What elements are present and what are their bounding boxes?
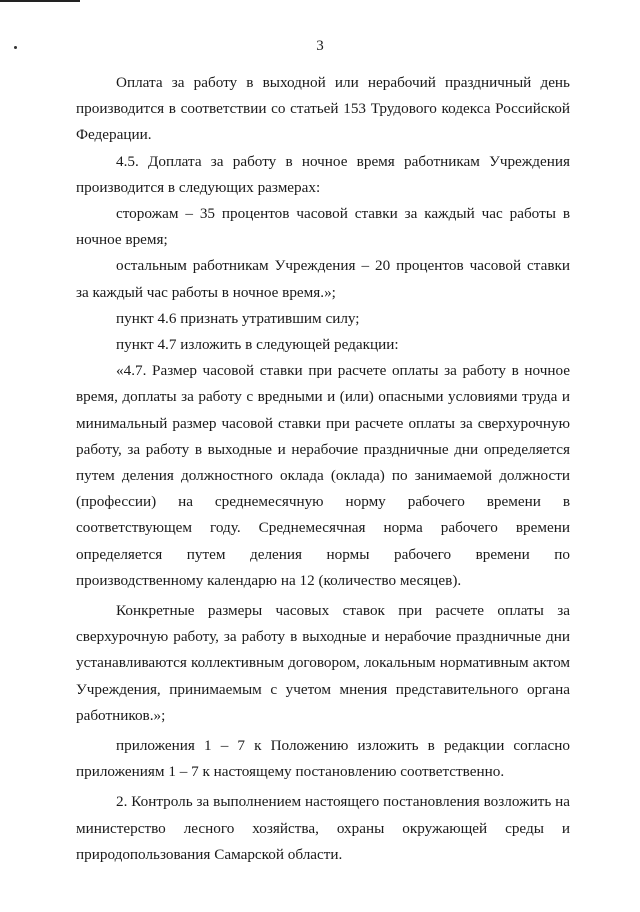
paragraph-4-5: 4.5. Доплата за работу в ночное время работникам Учреждения производится в следующих размерах:	[76, 152, 570, 196]
paragraph-control: 2. Контроль за выполнением настоящего постановления возложить на министерство лесного хозяйства, охраны окружающей среды и природопользования Самарской области.	[76, 793, 570, 863]
scan-edge-line	[0, 0, 80, 2]
paragraph-specific-rates: Конкретные размеры часовых ставок при расчете оплаты за сверхурочную работу, за работу в выходные и нерабочие праздничные дни устанавливаются коллективным договором, локальным нормативным актом Учреждения, принимаемым с учетом мнения представительного органа работников.»;	[76, 602, 570, 724]
document-body	[76, 70, 570, 868]
paragraph-other-workers: остальным работникам Учреждения – 20 процентов часовой ставки за каждый час работы в ночное время.»;	[76, 257, 570, 301]
paragraph-4-6: пункт 4.6 признать утратившим силу;	[116, 309, 360, 327]
page-number: 3	[316, 38, 324, 54]
paragraph-holiday-pay: Оплата за работу в выходной или нерабочий праздничный день производится в соответствии со статьей 153 Трудового кодекса Российской Федерации.	[76, 74, 570, 144]
paragraph-4-7-intro: пункт 4.7 изложить в следующей редакции:	[116, 336, 399, 354]
paragraph-4-7: «4.7. Размер часовой ставки при расчете оплаты за работу в ночное время, доплаты за работу с вредными и (или) опасными условиями труда и минимальный размер часовой ставки при расчете оплаты за сверхурочную работу, за работу в выходные и нерабочие праздничные дни определяется путем деления должностного оклада (оклада) по занимаемой должности (профессии) на среднемесячную норму рабочего времени в соответствующем году. Среднемесячная норма рабочего времени определяется путем деления нормы рабочего времени по производственному календарю на 12 (количество месяцев).	[76, 362, 570, 589]
paragraph-appendices: приложения 1 – 7 к Положению изложить в редакции согласно приложениям 1 – 7 к настоящему постановлению соответственно.	[76, 737, 570, 781]
paragraph-watchmen: сторожам – 35 процентов часовой ставки за каждый час работы в ночное время;	[76, 205, 570, 249]
